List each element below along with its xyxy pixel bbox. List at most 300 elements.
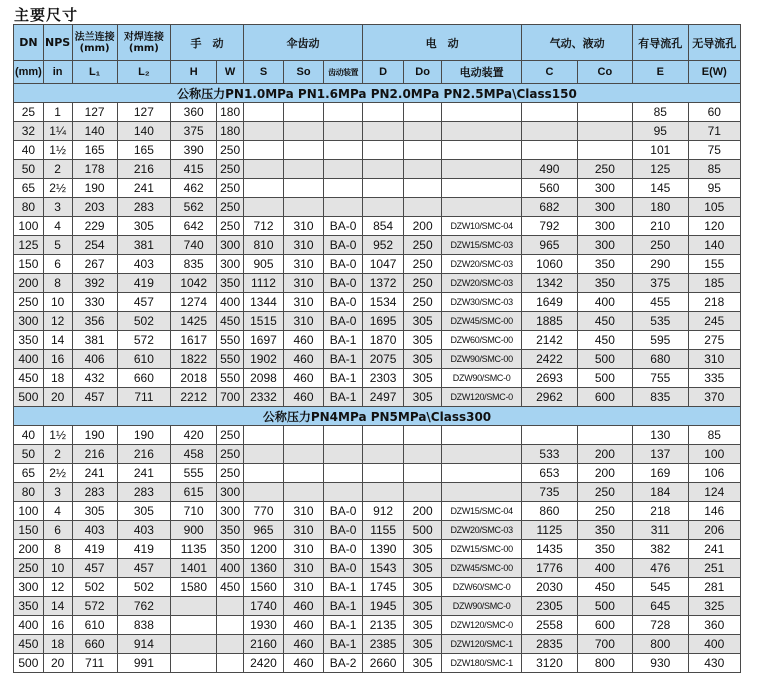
table-cell: 700 — [217, 388, 244, 407]
table-cell: DZW120/SMC-1 — [442, 635, 522, 654]
table-cell: 460 — [284, 369, 324, 388]
table-cell: 12 — [43, 312, 72, 331]
table-cell: 550 — [217, 331, 244, 350]
table-cell: 533 — [522, 445, 577, 464]
sub-l2: L₂ — [117, 61, 170, 84]
table-cell: 502 — [117, 312, 170, 331]
table-cell — [363, 445, 404, 464]
table-cell: 250 — [577, 502, 632, 521]
table-cell: 1060 — [522, 255, 577, 274]
table-cell — [442, 103, 522, 122]
table-row — [14, 160, 741, 179]
table-cell: DZW60/SMC-00 — [442, 331, 522, 350]
table-cell: 18 — [43, 635, 72, 654]
table-cell: 300 — [217, 502, 244, 521]
table-cell: 185 — [688, 274, 740, 293]
table-cell: 12 — [43, 578, 72, 597]
table-cell: 762 — [117, 597, 170, 616]
table-cell: DZW10/SMC-04 — [442, 217, 522, 236]
table-cell: 419 — [117, 274, 170, 293]
table-cell: 1½ — [43, 426, 72, 445]
table-cell: 250 — [14, 559, 44, 578]
table-cell: 460 — [284, 635, 324, 654]
table-cell — [363, 122, 404, 141]
table-cell: BA-0 — [324, 502, 363, 521]
table-cell: 80 — [14, 483, 44, 502]
table-cell — [577, 122, 632, 141]
table-cell: 1435 — [522, 540, 577, 559]
table-cell: 229 — [72, 217, 117, 236]
table-cell: 300 — [217, 255, 244, 274]
table-cell: 350 — [577, 274, 632, 293]
table-cell: 854 — [363, 217, 404, 236]
table-cell: 105 — [688, 198, 740, 217]
table-cell: 1½ — [43, 141, 72, 160]
table-cell — [324, 445, 363, 464]
table-cell — [363, 141, 404, 160]
table-cell: 457 — [72, 559, 117, 578]
table-cell: 140 — [117, 122, 170, 141]
table-cell — [243, 160, 283, 179]
table-cell: 216 — [117, 160, 170, 179]
table-cell: 476 — [633, 559, 688, 578]
table-cell: 350 — [577, 521, 632, 540]
table-cell: 125 — [14, 236, 44, 255]
table-cell: 146 — [688, 502, 740, 521]
table-cell: 460 — [284, 597, 324, 616]
table-cell: 180 — [633, 198, 688, 217]
table-cell: 203 — [72, 198, 117, 217]
table-cell: 300 — [217, 236, 244, 255]
table-cell: 406 — [72, 350, 117, 369]
table-cell: BA-0 — [324, 521, 363, 540]
table-cell: 184 — [633, 483, 688, 502]
header-row-main — [14, 25, 741, 61]
table-row — [14, 198, 741, 217]
table-cell: 305 — [404, 559, 442, 578]
table-cell: 305 — [117, 502, 170, 521]
table-cell: 2332 — [243, 388, 283, 407]
table-cell: 1125 — [522, 521, 577, 540]
table-cell: 241 — [117, 464, 170, 483]
table-cell: 1372 — [363, 274, 404, 293]
table-cell: BA-1 — [324, 331, 363, 350]
table-cell — [442, 445, 522, 464]
table-cell: 180 — [217, 122, 244, 141]
table-cell: 6 — [43, 255, 72, 274]
table-cell: 2½ — [43, 179, 72, 198]
table-cell: 2835 — [522, 635, 577, 654]
table-cell: BA-0 — [324, 217, 363, 236]
table-cell: 350 — [577, 255, 632, 274]
flange-label: 法兰连接 (mm) — [74, 31, 115, 54]
table-cell: 460 — [284, 616, 324, 635]
table-cell: 2 — [43, 445, 72, 464]
table-cell: 218 — [688, 293, 740, 312]
table-cell: 900 — [171, 521, 217, 540]
table-cell: 2098 — [243, 369, 283, 388]
table-cell: 1344 — [243, 293, 283, 312]
table-cell: 200 — [404, 217, 442, 236]
table-cell: 460 — [284, 350, 324, 369]
table-cell — [522, 141, 577, 160]
table-cell: 381 — [72, 331, 117, 350]
table-cell: 310 — [284, 540, 324, 559]
table-cell: 250 — [217, 179, 244, 198]
table-cell — [284, 198, 324, 217]
table-cell — [324, 160, 363, 179]
table-cell: 60 — [688, 103, 740, 122]
table-cell: 2142 — [522, 331, 577, 350]
table-cell: 375 — [633, 274, 688, 293]
table-cell — [404, 198, 442, 217]
table-cell: 450 — [14, 635, 44, 654]
table-cell: 250 — [217, 464, 244, 483]
table-cell: 5 — [43, 236, 72, 255]
table-cell: 101 — [633, 141, 688, 160]
table-cell: 400 — [14, 616, 44, 635]
table-cell: BA-1 — [324, 369, 363, 388]
table-cell: 300 — [577, 179, 632, 198]
table-row — [14, 635, 741, 654]
table-cell: 124 — [688, 483, 740, 502]
table-cell: DZW20/SMC-03 — [442, 274, 522, 293]
table-cell: 300 — [577, 198, 632, 217]
table-cell — [243, 483, 283, 502]
table-cell: 50 — [14, 160, 44, 179]
table-cell: 728 — [633, 616, 688, 635]
table-cell: 1534 — [363, 293, 404, 312]
table-cell: 572 — [72, 597, 117, 616]
table-cell: 458 — [171, 445, 217, 464]
table-cell — [284, 141, 324, 160]
table-cell: 1360 — [243, 559, 283, 578]
table-cell: 800 — [633, 635, 688, 654]
table-cell: 200 — [14, 274, 44, 293]
table-cell: 300 — [217, 483, 244, 502]
table-cell: 241 — [688, 540, 740, 559]
table-cell: 250 — [217, 141, 244, 160]
table-cell: 356 — [72, 312, 117, 331]
table-cell: 2 — [43, 160, 72, 179]
table-cell — [324, 179, 363, 198]
table-cell — [171, 635, 217, 654]
page-title: 主要尺寸 — [14, 6, 79, 24]
table-cell: 615 — [171, 483, 217, 502]
table-cell: 1155 — [363, 521, 404, 540]
table-cell: BA-1 — [324, 388, 363, 407]
table-cell: 8 — [43, 540, 72, 559]
table-cell: 200 — [404, 502, 442, 521]
table-cell: 310 — [284, 236, 324, 255]
table-cell: 250 — [217, 160, 244, 179]
table-cell: DZW15/SMC-00 — [442, 540, 522, 559]
table-cell: 300 — [577, 217, 632, 236]
table-cell — [363, 464, 404, 483]
table-cell: 4 — [43, 217, 72, 236]
table-cell: 2303 — [363, 369, 404, 388]
table-cell: 500 — [577, 369, 632, 388]
table-cell: 216 — [72, 445, 117, 464]
table-cell: 350 — [217, 274, 244, 293]
table-cell: 450 — [577, 312, 632, 331]
table-cell — [522, 122, 577, 141]
table-cell: 381 — [117, 236, 170, 255]
table-cell: 1822 — [171, 350, 217, 369]
table-cell: 400 — [688, 635, 740, 654]
table-cell — [404, 122, 442, 141]
table-cell: 120 — [688, 217, 740, 236]
table-cell: 1740 — [243, 597, 283, 616]
table-row — [14, 464, 741, 483]
table-cell — [217, 654, 244, 673]
table-cell: 137 — [633, 445, 688, 464]
table-cell: 1697 — [243, 331, 283, 350]
table-row — [14, 559, 741, 578]
table-cell — [284, 179, 324, 198]
table-cell: 300 — [14, 312, 44, 331]
table-cell: 350 — [217, 521, 244, 540]
table-cell: 755 — [633, 369, 688, 388]
sub-electric-device: 电动装置 — [442, 61, 522, 84]
sub-mm: (mm) — [14, 61, 44, 84]
table-cell — [577, 141, 632, 160]
sub-co: Co — [577, 61, 632, 84]
table-cell: 310 — [284, 312, 324, 331]
table-cell: 310 — [284, 255, 324, 274]
table-cell: 490 — [522, 160, 577, 179]
table-cell: 2558 — [522, 616, 577, 635]
table-cell — [442, 483, 522, 502]
table-cell: 165 — [117, 141, 170, 160]
table-cell: 216 — [117, 445, 170, 464]
table-cell — [284, 426, 324, 445]
table-cell: 680 — [633, 350, 688, 369]
group-electric: 电 动 — [363, 25, 522, 61]
table-cell: 2660 — [363, 654, 404, 673]
table-cell: 991 — [117, 654, 170, 673]
table-cell: 400 — [577, 293, 632, 312]
sub-bevel-device: 齿动装置 — [324, 61, 363, 84]
table-cell: 2422 — [522, 350, 577, 369]
table-cell: 1580 — [171, 578, 217, 597]
table-cell: 2497 — [363, 388, 404, 407]
table-cell: 80 — [14, 198, 44, 217]
table-cell: 250 — [217, 198, 244, 217]
table-header — [14, 25, 741, 84]
table-row — [14, 483, 741, 502]
table-cell: 1543 — [363, 559, 404, 578]
table-cell — [363, 103, 404, 122]
table-cell: 360 — [688, 616, 740, 635]
table-cell: 1885 — [522, 312, 577, 331]
table-row — [14, 521, 741, 540]
table-row — [14, 293, 741, 312]
table-cell: 150 — [14, 521, 44, 540]
col-guided-hole: 有导流孔 — [633, 25, 688, 61]
table-cell — [217, 616, 244, 635]
table-cell: 2½ — [43, 464, 72, 483]
table-cell: 770 — [243, 502, 283, 521]
table-cell: 155 — [688, 255, 740, 274]
table-cell: 300 — [577, 236, 632, 255]
table-row — [14, 274, 741, 293]
table-cell: 140 — [72, 122, 117, 141]
table-cell: 2420 — [243, 654, 283, 673]
table-row — [14, 616, 741, 635]
table-cell: 305 — [404, 578, 442, 597]
sub-e: E — [633, 61, 688, 84]
table-row — [14, 217, 741, 236]
table-row — [14, 654, 741, 673]
table-cell: 250 — [217, 217, 244, 236]
table-cell — [243, 198, 283, 217]
table-cell: BA-0 — [324, 255, 363, 274]
table-cell: 792 — [522, 217, 577, 236]
table-cell: 275 — [688, 331, 740, 350]
table-cell: BA-0 — [324, 540, 363, 559]
table-cell: 400 — [217, 559, 244, 578]
table-cell: 310 — [284, 217, 324, 236]
table-cell: 403 — [72, 521, 117, 540]
table-cell: 1930 — [243, 616, 283, 635]
table-cell: 310 — [284, 293, 324, 312]
group-pneumatic-hydraulic: 气动、液动 — [522, 25, 633, 61]
table-cell: 32 — [14, 122, 44, 141]
table-cell: 335 — [688, 369, 740, 388]
table-cell — [404, 160, 442, 179]
table-cell: 500 — [577, 350, 632, 369]
table-cell — [284, 483, 324, 502]
table-cell: 127 — [117, 103, 170, 122]
table-cell — [171, 654, 217, 673]
table-cell: 305 — [404, 350, 442, 369]
table-cell: 1390 — [363, 540, 404, 559]
table-row — [14, 388, 741, 407]
table-cell: 2305 — [522, 597, 577, 616]
table-cell: 305 — [404, 597, 442, 616]
table-cell — [363, 426, 404, 445]
table-cell: 2030 — [522, 578, 577, 597]
table-cell: 250 — [577, 160, 632, 179]
table-cell: 1560 — [243, 578, 283, 597]
table-row — [14, 597, 741, 616]
table-cell: 206 — [688, 521, 740, 540]
table-cell: DZW15/SMC-03 — [442, 236, 522, 255]
table-cell: 300 — [14, 578, 44, 597]
table-cell: 1695 — [363, 312, 404, 331]
table-cell — [284, 445, 324, 464]
table-cell: DZW60/SMC-0 — [442, 578, 522, 597]
table-cell: 125 — [633, 160, 688, 179]
table-cell: 965 — [243, 521, 283, 540]
table-cell: 75 — [688, 141, 740, 160]
table-cell — [577, 103, 632, 122]
table-cell: 310 — [284, 578, 324, 597]
table-body — [14, 84, 741, 673]
table-cell — [577, 426, 632, 445]
table-cell: 283 — [72, 483, 117, 502]
table-cell: 290 — [633, 255, 688, 274]
table-cell: 241 — [117, 179, 170, 198]
table-cell: 450 — [577, 331, 632, 350]
table-cell — [243, 464, 283, 483]
group-manual: 手 动 — [171, 25, 244, 61]
table-cell: 712 — [243, 217, 283, 236]
table-cell: 914 — [117, 635, 170, 654]
table-cell: BA-0 — [324, 293, 363, 312]
section-header-row — [14, 407, 741, 426]
table-cell — [243, 179, 283, 198]
table-cell: BA-1 — [324, 350, 363, 369]
table-cell: 500 — [577, 597, 632, 616]
table-cell: 2135 — [363, 616, 404, 635]
table-cell: 3 — [43, 483, 72, 502]
table-cell: 6 — [43, 521, 72, 540]
table-cell — [243, 426, 283, 445]
table-cell: 952 — [363, 236, 404, 255]
table-cell: 400 — [577, 559, 632, 578]
table-cell: 18 — [43, 369, 72, 388]
col-weld-connection — [117, 25, 170, 61]
table-cell: 250 — [14, 293, 44, 312]
table-cell: DZW120/SMC-0 — [442, 388, 522, 407]
table-row — [14, 578, 741, 597]
table-cell: 95 — [633, 122, 688, 141]
table-cell: 165 — [72, 141, 117, 160]
table-cell — [171, 616, 217, 635]
table-cell: 572 — [117, 331, 170, 350]
table-cell: 2160 — [243, 635, 283, 654]
table-cell: 700 — [577, 635, 632, 654]
table-cell — [324, 483, 363, 502]
table-cell: 562 — [171, 198, 217, 217]
table-cell: 305 — [404, 654, 442, 673]
table-cell: 415 — [171, 160, 217, 179]
table-cell — [284, 464, 324, 483]
table-cell: 200 — [577, 464, 632, 483]
table-cell: 535 — [633, 312, 688, 331]
table-cell: 330 — [72, 293, 117, 312]
table-cell: 912 — [363, 502, 404, 521]
table-cell — [442, 198, 522, 217]
table-cell: 40 — [14, 426, 44, 445]
table-cell: 250 — [404, 255, 442, 274]
table-cell: 8 — [43, 274, 72, 293]
table-cell: 283 — [117, 198, 170, 217]
table-row — [14, 350, 741, 369]
table-cell: 200 — [14, 540, 44, 559]
table-cell: 740 — [171, 236, 217, 255]
table-cell: 250 — [577, 483, 632, 502]
table-cell: 350 — [14, 597, 44, 616]
table-cell: 555 — [171, 464, 217, 483]
table-cell: 403 — [117, 521, 170, 540]
table-cell: 550 — [217, 369, 244, 388]
table-cell: 455 — [633, 293, 688, 312]
table-cell: DZW45/SMC-00 — [442, 312, 522, 331]
table-cell: 1342 — [522, 274, 577, 293]
table-row — [14, 122, 741, 141]
table-cell: 127 — [72, 103, 117, 122]
table-cell — [404, 179, 442, 198]
table-cell: 905 — [243, 255, 283, 274]
table-cell: 250 — [217, 445, 244, 464]
table-cell: 1515 — [243, 312, 283, 331]
table-cell: 430 — [688, 654, 740, 673]
table-cell: 350 — [14, 331, 44, 350]
table-cell: 400 — [14, 350, 44, 369]
